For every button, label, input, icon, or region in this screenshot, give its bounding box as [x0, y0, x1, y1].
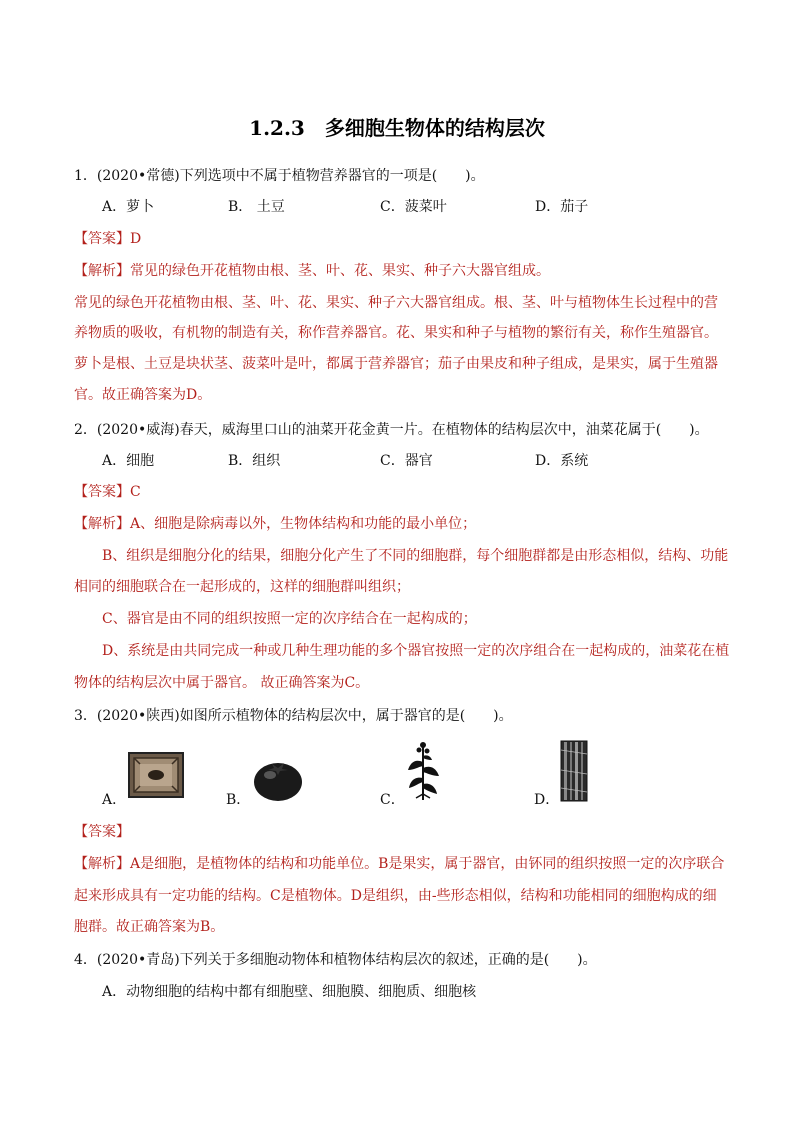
q3-option-b: B．: [226, 792, 251, 808]
q1-analysis-line-3: 养物质的吸收，有机物的制造有关，称作营养器官。花、果实和种子与植物的繁衍有关，称作生殖器官。: [74, 325, 718, 341]
answer-label: 【答案】: [74, 231, 130, 247]
analysis-label: 【解析】: [74, 263, 130, 279]
q1-analysis-line-1: [74, 261, 550, 281]
q2-analysis-line-2: B、组织是细胞分化的结果，细胞分化产生了不同的细胞群，每个细胞群都是由形态相似，结构、功能: [102, 548, 729, 564]
q2-option-a: A．细胞: [102, 453, 155, 469]
q3-option-d: D．: [534, 792, 560, 808]
analysis-text: A是细胞，是植物体的结构和功能单位。B是果实，属于器官，由钚同的组织按照一定的次序联合: [130, 856, 725, 872]
q3-answer: [74, 822, 130, 842]
q2-analysis-line-5: D、系统是由共同完成一种或几种生理功能的多个器官按照一定的次序组合在一起构成的，油菜花在植: [102, 643, 730, 659]
q1-option-b: B． 土豆: [228, 199, 285, 215]
answer-label: 【答案】: [74, 484, 130, 500]
cell-image: [128, 752, 184, 798]
q2-analysis-line-3: 相同的细胞联合在一起形成的，这样的细胞群叫组织；: [74, 579, 410, 595]
question-4-stem: 4．(2020•青岛)下列关于多细胞动物体和植物体结构层次的叙述，正确的是( )。: [74, 952, 597, 968]
q3-option-c: C．: [380, 792, 405, 808]
q1-answer: [74, 229, 141, 249]
analysis-text: 常见的绿色开花植物由根、茎、叶、花、果实、种子六大器官组成。: [130, 263, 550, 279]
q1-analysis-line-5: 官。故正确答案为D。: [74, 387, 212, 403]
q1-option-c: C．菠菜叶: [380, 199, 447, 215]
page-title: 1.2.3 多细胞生物体的结构层次: [249, 116, 545, 140]
answer-label: 【答案】: [74, 824, 130, 840]
q2-option-b: B．组织: [228, 453, 281, 469]
q3-analysis-line-1: [74, 854, 724, 874]
q2-option-c: C．器官: [380, 453, 433, 469]
q1-analysis-line-2: 常见的绿色开花植物由根、茎、叶、花、果实、种子六大器官组成。根、茎、叶与植物体生长过程中的营: [74, 295, 718, 311]
q3-analysis-line-3: 胞群。故正确答案为B。: [74, 919, 225, 935]
tomato-image: [252, 758, 304, 802]
question-2-stem: 2．(2020•威海)春天，威海里口山的油菜开花金黄一片。在植物体的结构层次中，油菜花属于( )。: [74, 422, 709, 438]
question-1-stem: 1．(2020•常德)下列选项中不属于植物营养器官的一项是( )。: [74, 168, 485, 184]
q2-analysis-line-1: [74, 514, 476, 534]
q1-option-d: D．茄子: [535, 199, 589, 215]
answer-value: C: [130, 484, 141, 500]
q1-analysis-line-4: 萝卜是根、土豆是块状茎、菠菜叶是叶，都属于营养器官；茄子由果皮和种子组成，是果实，属于生殖器: [74, 356, 718, 372]
q3-analysis-line-2: 起来形成具有一定功能的结构。C是植物体。D是组织，由-些形态相似，结构和功能相同的细胞构成的细: [74, 888, 717, 904]
q2-analysis-line-6: 物体的结构层次中属于器官。 故正确答案为C。: [74, 675, 370, 691]
q3-option-a: A．: [102, 792, 127, 808]
question-3-stem: 3．(2020•陕西)如图所示植物体的结构层次中，属于器官的是( )。: [74, 708, 513, 724]
q2-option-d: D．系统: [535, 453, 589, 469]
q4-option-a: A．动物细胞的结构中都有细胞壁、细胞膜、细胞质、细胞核: [102, 984, 477, 1000]
analysis-label: 【解析】: [74, 516, 130, 532]
answer-value: D: [130, 231, 142, 247]
plant-image: [404, 740, 442, 802]
q1-option-a: A．萝卜: [102, 199, 155, 215]
analysis-text: A、细胞是除病毒以外，生物体结构和功能的最小单位；: [130, 516, 477, 532]
analysis-label: 【解析】: [74, 856, 130, 872]
q2-analysis-line-4: C、器官是由不同的组织按照一定的次序结合在一起构成的；: [102, 611, 477, 627]
tissue-image: [560, 740, 588, 802]
q2-answer: [74, 482, 141, 502]
